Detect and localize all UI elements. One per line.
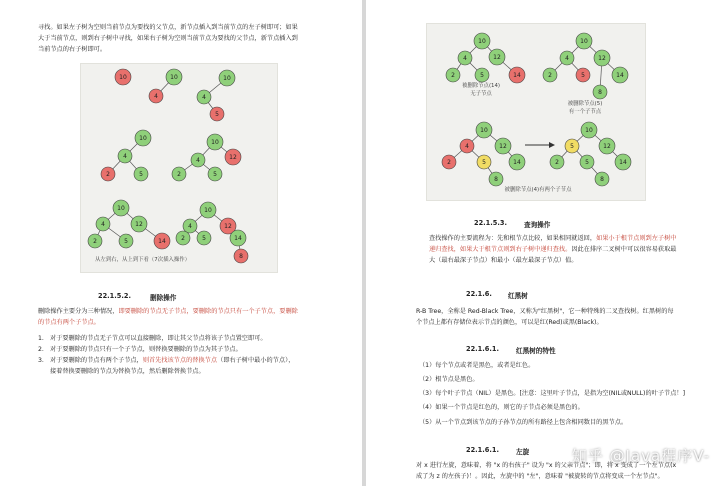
svg-text:2: 2 [181,235,185,242]
svg-text:12: 12 [493,54,501,61]
delete-paragraph-line-1 [38,306,298,317]
search-paragraph-line-1 [429,233,677,244]
svg-text:5: 5 [213,171,217,178]
rbtree-paragraph-line-2: 个节点上都有存储位表示节点的颜色，可以是红(Red)或黑(Black)。 [416,319,603,326]
svg-text:5: 5 [581,72,585,79]
svg-text:5: 5 [570,143,574,150]
svg-text:4: 4 [565,55,569,62]
properties-section-number: 22.1.6.1. [466,345,499,353]
insert-figure-caption: 从左到右，从上到下看（7次插入操作） [95,257,191,263]
search-section-number: 22.1.5.3. [474,219,507,227]
svg-text:5: 5 [215,111,219,118]
svg-text:14: 14 [616,72,624,79]
caption-delete-one-child-2: 有一个子节点 [568,109,602,115]
svg-text:14: 14 [158,238,166,245]
svg-text:5: 5 [585,159,589,166]
property-4: （4）如果一个节点是红色的，则它的子节点必须是黑色的。 [419,404,584,411]
svg-text:2: 2 [177,171,181,178]
svg-text:10: 10 [204,207,212,214]
svg-text:4: 4 [154,93,158,100]
insert-trees-diagram [81,64,277,272]
rbtree-section-number: 22.1.6. [466,290,492,298]
search-paragraph-highlight-2: 递归查找，如果大于根节点则到右子树中递归查找。 [429,246,572,253]
svg-text:12: 12 [229,154,237,161]
svg-text:4: 4 [465,143,469,150]
svg-text:2: 2 [548,72,552,79]
svg-text:10: 10 [119,74,127,81]
search-paragraph-highlight-1: 如果小于根节点则到左子树中 [596,235,677,242]
caption-delete-one-child-1: 被删除节点(5) [567,101,603,107]
svg-text:12: 12 [499,143,507,150]
caption-delete-two-children: 被删除节点(4)有两个子节点 [504,187,572,193]
search-section-title: 查询操作 [524,221,551,229]
svg-text:8: 8 [239,253,243,260]
property-1: （1）每个节点或者是黑色，或者是红色。 [419,362,535,369]
search-paragraph-line-2 [429,244,677,255]
delete-list-item-3-tail: （即右子树中最小的节点）， [217,357,295,364]
delete-paragraph-highlight-1: 即要删除的节点无子节点，要删除的节点只有一个子节点，要删除 [118,308,298,315]
svg-text:4: 4 [196,157,200,164]
zhihu-watermark: 知乎 @Java程序V- [571,447,710,465]
delete-list-item-1: 对于要删除的节点无子节点可以直接删除，即让其父节点将该子节点置空即可。 [50,335,267,342]
rotation-paragraph-line-2: 成了为 z 的左孩子)！。因此，左旋中的 "左"，意味着 "被旋转的节点将变成一个左节点"。 [416,473,664,480]
svg-text:10: 10 [580,38,588,45]
right-page [366,0,720,486]
svg-text:14: 14 [234,235,242,242]
delete-list-item-3-text: 对于要删除的节点有两个子节点， [50,357,143,364]
svg-text:12: 12 [598,55,606,62]
svg-text:10: 10 [480,127,488,134]
rotation-section-title: 左旋 [516,448,530,456]
svg-text:5: 5 [482,159,486,166]
svg-text:2: 2 [451,72,455,79]
rbtree-paragraph-line-1: R-B Tree，全称是 Red-Black Tree，又称为"红黑树"，它一种特殊的二叉查找树。红黑树的每 [416,308,674,315]
rbtree-section-title: 红黑树 [508,292,528,300]
svg-text:14: 14 [513,159,521,166]
svg-text:2: 2 [93,238,97,245]
delete-paragraph-highlight-2: 的节点有两个子节点。 [38,319,100,326]
delete-list-num-2: 2. [38,346,44,353]
property-5: （5）从一个节点到该节点的子孙节点的所有路径上包含相同数目的黑节点。 [419,419,628,426]
intro-line-3: 当前节点的右子树即可。 [38,46,107,53]
svg-text:12: 12 [135,221,143,228]
delete-list-item-4: 接着替换要删除的节点为替换节点，然后删除替换节点。 [50,368,205,375]
svg-text:4: 4 [188,223,192,230]
svg-text:4: 4 [123,153,127,160]
svg-text:10: 10 [170,74,178,81]
intro-line-1: 寻找。如果左子树为空则当前节点为要找的父节点，新节点插入到当前节点的左子树即可；如果 [38,24,298,31]
svg-text:12: 12 [603,143,611,150]
svg-text:10: 10 [117,205,125,212]
caption-delete-leaf-2: 无子节点 [470,91,492,97]
delete-list-item-3-highlight: 则首先找该节点的替换节点 [142,357,218,364]
delete-list-num-3: 3. [38,357,44,364]
caption-delete-leaf-1: 被删除节点(14) [461,83,501,89]
delete-section-number: 22.1.5.2. [98,292,131,300]
svg-text:10: 10 [478,38,486,45]
insert-figure [80,63,278,273]
svg-text:12: 12 [224,223,232,230]
rotation-paragraph-line-1: 对 x 进行左旋，意味着，将 "x 的右孩子" 设为 "x 的父亲节点"；即，将 x 变成了一个左节点(x [416,462,677,469]
svg-text:8: 8 [598,89,602,96]
delete-list-item-2: 对于要删除的节点只有一个子节点，则替换要删除的节点为其子节点。 [50,346,242,353]
svg-text:5: 5 [139,171,143,178]
svg-text:8: 8 [494,176,498,183]
delete-section-title: 删除操作 [150,294,177,302]
svg-text:14: 14 [619,159,627,166]
svg-text:5: 5 [480,72,484,79]
svg-text:10: 10 [223,75,231,82]
search-paragraph-text-2: 因此在排序二叉树中可以很容易获取最 [571,246,677,253]
search-paragraph-line-3: 大（最右最深子节点）和最小（最左最深子节点）值。 [429,257,578,264]
arrow-right-icon [525,142,555,148]
svg-text:5: 5 [202,235,206,242]
svg-text:2: 2 [106,171,110,178]
svg-text:5: 5 [124,238,128,245]
search-paragraph-text-1: 查找操作的主要流程为：先和根节点比较，如果相同就返回， [429,235,597,242]
svg-text:10: 10 [585,127,593,134]
property-3: （3）每个叶子节点（NIL）是黑色。[注意：这里叶子节点，是指为空(NIL或NULL)的叶子节点！] [419,390,686,397]
rotation-section-number: 22.1.6.1. [466,446,499,454]
delete-list-num-1: 1. [38,335,44,342]
svg-text:14: 14 [513,72,521,79]
intro-line-2: 大于当前节点，则到右子树中寻找，如果右子树为空则当前节点为要找的父节点，新节点插入到 [38,35,298,42]
delete-figure [426,23,646,201]
properties-section-title: 红黑树的特性 [516,347,556,355]
svg-text:4: 4 [463,55,467,62]
delete-list-item-3 [50,355,294,366]
svg-text:2: 2 [447,159,451,166]
delete-paragraph-text: 删除操作主要分为三种情况， [38,308,119,315]
svg-text:10: 10 [139,135,147,142]
svg-text:4: 4 [202,94,206,101]
property-2: （2）根节点是黑色。 [419,376,479,383]
svg-text:4: 4 [101,221,105,228]
svg-text:10: 10 [211,139,219,146]
svg-text:2: 2 [555,159,559,166]
svg-text:8: 8 [600,176,604,183]
